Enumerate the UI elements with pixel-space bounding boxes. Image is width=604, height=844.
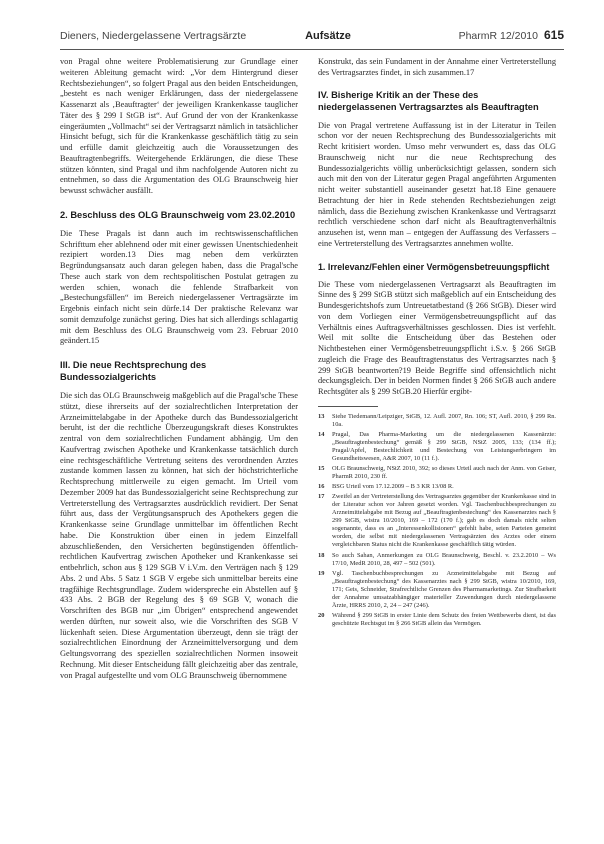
footnote-list — [318, 413, 556, 628]
footnote-number: 18 — [318, 551, 325, 559]
left-column — [60, 57, 298, 681]
paragraph: Die von Pragal vertretene Auffassung ist in der Literatur in Teilen schon vor der neuen Rechtsprechung des Bundessozialgerichts mit Recht kritisiert worden. Umso mehr verwundert es, dass das OLG Braunschweig nicht nur die neue Rechtsprechung des Bundessozialgerichts völlig unberücksichtigt gelassen, sondern sich auch mit den von der Literatur gegen Pragal angeführten Argumenten nicht weiter substantiell auseinander gesetzt hat.18 Eine genauere Betrachtung der hier in Rede stehenden Rechtsbeziehungen zeigt nämlich, dass die Beziehung zwischen Krankenkasse und Vertragsarzt rechtlich verschiedene schon darf nicht als Beauftragtenverhältnis anzusehen ist, wenn man – entgegen der Auffassung des Verfassers – eine Vertreterstellung des Vertragsarztes annehmen wollte. — [318, 120, 556, 248]
footnote-text: Zweifel an der Vertreterstellung des Vertragsarztes gegenüber der Krankenkasse sind in der Literatur schon vor Jahren gesetzt worden. Vgl. Taschenbuchbesprechungen zu Arzneimittelabgabe mit Bezug auf „Beauftragtenbestechung“ des Kassenarztes nach § 299 StGB, wistra 10/2010, 169 – 172 (170 f.); gab es doch damals nicht selten sogenannte, dass es an „Interessenkollisionen“ gefehlt habe, seien Parteien gemeint worden, die selbst mit niedergelassenen Vertragsärzten des Arztes oder einem vergleichbaren Status nicht die Krankenkasse geschäftlich tätig würden. — [332, 493, 556, 549]
subsection-heading: 1. Irrelevanz/Fehlen einer Vermögensbetreuungspflicht — [318, 261, 550, 272]
paragraph: von Pragal ohne weitere Problematisierung zur Grundlage einer weiteren Ableitung gemacht wird: „Vor dem Hintergrund dieser Rechtsbeziehungen“, so folgert Pragal aus den beiden Entscheidungen, „besteht es nach weniger Erklärungen, dass der niedergelassene Kassenarzt als ‚Beauftragter‘ der jeweiligen Krankenkasse tauglicher Täter des § 299 I StGB ist“. Auf Grund der von der Krankenkasse eingeräumten „Vollmacht“ sei der Vertragsarzt nämlich in tatsächlicher Hinsicht befugt, sich für die Krankenkasse geschäftlich tätig zu sein und erfülle damit gleichzeitig auch die Voraussetzungen des Beauftragtenbegriffs. Weitergehende Erklärungen, die diese These stützen könnten, sind Pragal und ihm nachfolgende Autoren nicht zu entnehmen, so dass die Argumentation des OLG Braunschweig hier bewusst schwächer ausfällt. — [60, 57, 298, 195]
footnote-text: Pragal, Das Pharma-Marketing um die niedergelassenen Kassenärzte: „Beauftragtenbestechung“ gemäß § 299 StGB, NStZ 2005, 133; (134 ff.); Pragal/Apfel, Bestechlichkeit und Bestechung von Leistungserbringern im Gesundheitswesen, A&R 2007, 10 (11 f.). — [332, 430, 556, 462]
footnote — [318, 570, 556, 610]
section-heading: III. Die neue Rechtsprechung des Bundessozialgerichts — [60, 360, 207, 382]
issue-info — [459, 28, 564, 42]
paragraph: Konstrukt, das sein Fundament in der Annahme einer Vertreterstellung des Vertragsarztes findet, in sich zusammen.17 — [318, 57, 556, 77]
footnote-number: 13 — [318, 412, 325, 420]
section-heading: IV. Bisherige Kritik an der These des niedergelassenen Vertragsarztes als Beauftragten — [318, 89, 539, 112]
footnote-number: 17 — [318, 493, 325, 501]
footnote-text: OLG Braunschweig, NStZ 2010, 392; so dieses Urteil auch nach der Anm. von Geiser, PharmR 2010, 230 ff. — [332, 465, 556, 481]
footnote — [318, 493, 556, 549]
footnote-number: 15 — [318, 465, 325, 473]
footnote-rule — [318, 406, 378, 407]
footnote — [318, 431, 556, 463]
right-column — [318, 57, 556, 630]
section-tab: Aufsätze — [305, 30, 351, 42]
footnote-text: So auch Sahan, Anmerkungen zu OLG Braunschweig, Beschl. v. 23.2.2010 – Ws 17/10, MedR 2010, 28, 497 – 502 (501). — [332, 551, 556, 567]
header-rule — [60, 49, 564, 50]
page-header — [60, 28, 564, 50]
footnote-text: Vgl. Taschenbuchbesprechungen zu Arzneimittelabgabe mit Bezug auf „Beauftragtenbestechung“ des Kassenarztes nach § 299 StGB, wistra 10/2010, 169, 171; Geis, Schneider, Strafrechtliche Grenzen des Pharmamarketings. Zur Strafbarkeit der Annahme umsatzabhängiger materieller Zuwendungen durch niedergelassene Ärzte, HRRS 2010, 2, 24 – 247 (246). — [332, 569, 556, 609]
footnote-number: 19 — [318, 569, 325, 577]
footnote-text: Während § 299 StGB in erster Linie dem Schutz des freien Wettbewerbs dient, ist das geschützte Rechtsgut im § 266 StGB allein das Vermögen. — [332, 611, 556, 627]
paragraph: Die sich das OLG Braunschweig maßgeblich auf die Pragal'sche These stützt, diese ihrerseits auf der sozialrechtlichen Interpretation der Arzneimittelabgabe in der Apotheke durch das Bundessozialgericht beruht, ist der die rechtliche Überzeugungskraft dieses Konstruktes zentral von dem sozialrechtlichen Fundament abhängig. Um den Kaufvertrag zwischen Apotheke und Krankenkasse tatsächlich durch eine rechtsgeschäftliche Vertretung seitens des verordnenden Arztes zustande kommen lassen zu können, hat sich der höchstrichterliche Rechtsprechung mittlerweile zu eigen gemacht. Im Urteil vom Dezember 2009 hat das Bundessozialgericht seine Rechtsprechung zur Vertreterstellung des Vertragsarztes ausdrücklich revidiert. Der Senat führt aus, dass der Vergütungsanspruch des Apothekers gegen die Krankenkasse seine Grundlage unmittelbar im öffentlichen Recht habe. Die Konstruktion über einen in jedem Einzelfall abzuschließenden, den Versicherten begünstigenden öffentlich-rechtlichen Kaufvertrag zwischen Apotheker und Krankenkasse sei entbehrlich, schon aus § 129 SGB V i.V.m. den Verträgen nach § 129 Abs. 2 und Abs. 5 Satz 1 SGB V ergebe sich unmittelbar bereits eine tragfähige Rechtsgrundlage. Zudem widerspreche ein Abstellen auf § 433 Abs. 2 BGB der Regelung des § 69 SGB V, wonach die Vorschriften des BGB nur „im Übrigen“ entsprechend angewendet werden dürften, nur soweit also, wie die Vorschriften des SGB V lückenhaft seien. Diese Argumentation überzeugt, denn sie trägt der sozialrechtlichen Einordnung der Arzneimittelversorgung und dem Geltungsvorrang des speziellen sozialrechtlichen Normen insoweit Rechnung. Mit dieser Entscheidung fällt gleichzeitig aber das zentrale, von Pragal aufgestellte und vom OLG Braunschweig übernommene — [60, 391, 298, 680]
footnote-number: 20 — [318, 611, 325, 619]
paragraph: Die These vom niedergelassenen Vertragsarzt als Beauftragten im Sinne des § 299 StGB stützt sich maßgeblich auf ein Entscheidung des Bundesgerichtshofs zum Untreuetatbestand (§ 266 StGB). Dieser wird von dem Vorliegen einer Vermögensbetreuungspflicht auf das Verhältnis eines Auftragsverhältnisses geschlossen. Dies ist verfehlt. Weil mit sollte die Entscheidung über das Bestehen oder Nichtbestehen einer Vermögensbetreuungspflicht i.S.v. § 266 StGB zugleich die Frage des Beauftragtenstatus des Vertragsarztes nach § 299 StGB beantworten?19 Beide Begriffe sind offensichtlich nicht deckungsgleich. Der in beiden Normen findet § 266 StGB auch andere Rechtsgüter als § 299 StGB.20 Hierfür ergibt- — [318, 279, 556, 396]
footnote-number: 14 — [318, 430, 325, 438]
footnote — [318, 612, 556, 628]
footnote-text: Siehe Tiedemann/Leipziger, StGB, 12. Aufl. 2007, Rn. 106; ST, Aufl. 2010, § 299 Rn. 10a. — [332, 412, 556, 428]
paragraph: Die These Pragals ist dann auch im rechtswissenschaftlichen Schrifttum eher ablehnend oder mit einer gewissen Unentschiedenheit rezipiert worden.13 Dies mag neben dem verkürzten Begründungsansatz auch daran gelegen haben, dass die Pragal'sche These auch stark von dem rechtspolitischen Postulat getragen zu werden schien, wonach die fehlende Strafbarkeit von „Bestechungsfällen“ im Bereich niedergelassener Vertragsärzte im Ergebnis einfach nicht sein dürfe.14 Der praktische Relevanz war somit demzufolge zunächst gering. Dies hat sich allerdings schlagartig mit dem Beschluss des OLG Braunschweig vom 23. Februar 2010 geändert.15 — [60, 228, 298, 346]
footnote-text: BSG Urteil vom 17.12.2009 – B 3 KR 13/08 R. — [332, 483, 454, 491]
running-head: Dieners, Niedergelassene Vertragsärzte — [60, 30, 247, 42]
issue-label: PharmR 12/2010 — [458, 30, 538, 42]
footnote — [318, 552, 556, 568]
page-number: 615 — [543, 28, 564, 42]
footnote — [318, 413, 556, 429]
section-heading: 2. Beschluss des OLG Braunschweig vom 23.02.2010 — [60, 209, 296, 220]
footnote — [318, 483, 556, 491]
footnote-number: 16 — [318, 483, 325, 491]
footnote — [318, 465, 556, 481]
